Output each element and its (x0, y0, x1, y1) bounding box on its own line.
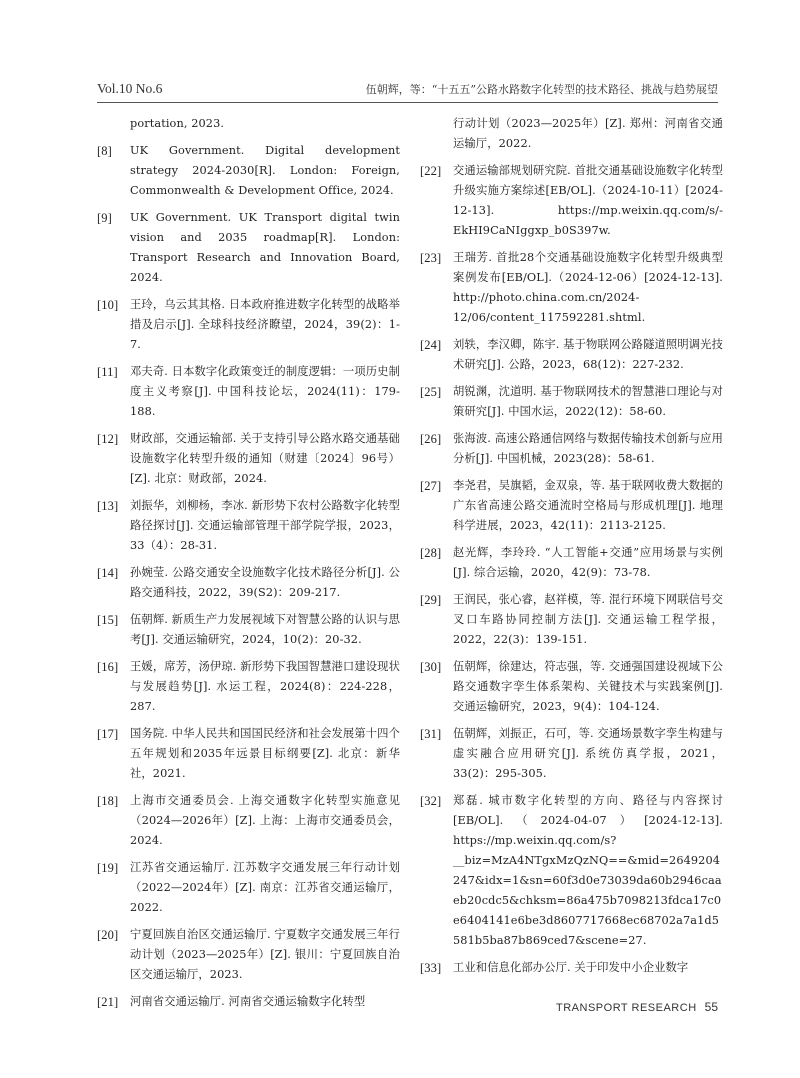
reference-item (420, 335, 723, 375)
reference-text: 河南省交通运输厅. 河南省交通运输数字化转型 (130, 995, 366, 1008)
reference-continuation (97, 114, 400, 134)
journal-name: TRANSPORT RESEARCH (556, 1002, 697, 1014)
reference-item (97, 657, 400, 717)
reference-item (420, 543, 723, 583)
reference-text: 刘轶，李汉卿，陈宇. 基于物联网公路隧道照明调光技术研究[J]. 公路，2023，68(12)：227-232. (453, 338, 723, 371)
reference-text: 李尧君，吴旗韬，金双泉，等. 基于联网收费大数据的广东省高速公路交通流时空格局与形成机理[J]. 地理科学进展，2023，42(11)：2113-2125. (453, 479, 723, 532)
page-footer (556, 1000, 718, 1014)
reference-number: [33] (420, 961, 442, 975)
reference-number: [23] (420, 251, 442, 265)
reference-text: 国务院. 中华人民共和国国民经济和社会发展第十四个五年规划和2035年远景目标纲要[Z]. 北京：新华社，2021. (130, 727, 400, 780)
reference-item (97, 858, 400, 918)
reference-item (97, 992, 400, 1012)
reference-number: [15] (97, 613, 119, 627)
reference-item (97, 791, 400, 851)
reference-number: [20] (97, 928, 119, 942)
reference-number: [12] (97, 432, 119, 446)
reference-number: [28] (420, 546, 442, 560)
reference-number: [32] (420, 794, 442, 808)
reference-text: 财政部，交通运输部. 关于支持引导公路水路交通基础设施数字化转型升级的通知（财建〔2024〕96号）[Z]. 北京：财政部，2024. (130, 432, 400, 485)
reference-text: 孙婉莹. 公路交通安全设施数字化技术路径分析[J]. 公路交通科技，2022，39(S2)：209-217. (130, 566, 400, 599)
reference-text: 邓夫奇. 日本数字化政策变迁的制度逻辑：一项历史制度主义考察[J]. 中国科技论坛，2024(11)：179-188. (130, 365, 400, 418)
reference-number: [11] (97, 365, 118, 379)
reference-item (420, 429, 723, 469)
reference-text: 行动计划（2023—2025年）[Z]. 郑州：河南省交通运输厅，2022. (453, 117, 723, 150)
references-right-column (420, 114, 723, 985)
reference-item (420, 382, 723, 422)
reference-text: 郑磊. 城市数字化转型的方向、路径与内容探讨[EB/OL].（2024-04-07）[2024-12-13]. https://mp.weixin.qq.com/s?__biz=MzA4NTgxMzQzNQ==&mid=2649204247&idx=1&sn=60f3d0e73039da60b2946caaeb20cdc5&chksm=86a475b7098213fdca17c0e6404141e6be3d8607717668ec68702a7a1d5581b5ba87b869ced7&scene=27. (453, 794, 723, 947)
reference-number: [19] (97, 861, 119, 875)
reference-item (420, 476, 723, 536)
reference-number: [29] (420, 593, 442, 607)
reference-text: 伍朝辉，刘振正，石可，等. 交通场景数字孪生构建与虚实融合应用研究[J]. 系统仿真学报，2021，33(2)：295-305. (453, 727, 723, 780)
reference-item (420, 791, 723, 951)
reference-number: [16] (97, 660, 119, 674)
reference-number: [22] (420, 164, 442, 178)
reference-text: 张海波. 高速公路通信网络与数据传输技术创新与应用分析[J]. 中国机械，2023(28)：58-61. (453, 432, 723, 465)
reference-number: [24] (420, 338, 442, 352)
reference-text: 上海市交通委员会. 上海交通数字化转型实施意见（2024—2026年）[Z]. 上海：上海市交通委员会，2024. (130, 794, 400, 847)
reference-number: [9] (97, 211, 112, 225)
reference-item (420, 657, 723, 717)
reference-number: [10] (97, 298, 119, 312)
reference-text: 王瑞芳. 首批28个交通基础设施数字化转型升级典型案例发布[EB/OL].（2024-12-06）[2024-12-13]. http://photo.china.com.cn/2024-12/06/content_117592281.shtml. (453, 251, 723, 324)
reference-item (97, 429, 400, 489)
reference-item (420, 248, 723, 328)
reference-text: 胡锐渊，沈道明. 基于物联网技术的智慧港口理论与对策研究[J]. 中国水运，2022(12)：58-60. (453, 385, 723, 418)
reference-text: 刘振华，刘柳杨，李冰. 新形势下农村公路数字化转型路径探讨[J]. 交通运输部管理干部学院学报，2023，33（4）：28-31. (130, 499, 400, 552)
reference-number: [14] (97, 566, 119, 580)
reference-item (420, 724, 723, 784)
references-left-column (97, 114, 400, 1019)
reference-item (97, 925, 400, 985)
reference-item (97, 563, 400, 603)
reference-text: 伍朝辉，徐建达，符志强，等. 交通强国建设视域下公路交通数字孪生体系架构、关键技术与实践案例[J]. 交通运输研究，2023，9(4)：104-124. (453, 660, 723, 713)
reference-item (420, 958, 723, 978)
reference-item (97, 362, 400, 422)
reference-item (97, 724, 400, 784)
reference-text: UK Government. UK Transport digital twin vision and 2035 roadmap[R]. London: Transport Research and Innovation Board, 2024. (130, 211, 400, 284)
reference-text: 王润民，张心睿，赵祥模，等. 混行环境下网联信号交叉口车路协同控制方法[J]. 交通运输工程学报，2022，22(3)：139-151. (453, 593, 723, 646)
reference-item (97, 208, 400, 288)
page-header (97, 78, 718, 103)
reference-number: [31] (420, 727, 442, 741)
page-number: 55 (704, 1000, 718, 1014)
reference-text: UK Government. Digital development strategy 2024-2030[R]. London: Foreign, Commonwealth & Development Office, 2024. (130, 144, 400, 197)
reference-text: 赵光辉，李玲玲. “人工智能+交通”应用场景与实例[J]. 综合运输，2020，42(9)：73-78. (453, 546, 723, 579)
reference-number: [8] (97, 144, 112, 158)
reference-number: [25] (420, 385, 442, 399)
volume-label: Vol.10 No.6 (97, 81, 163, 96)
reference-text: 伍朝辉. 新质生产力发展视域下对智慧公路的认识与思考[J]. 交通运输研究，2024，10(2)：20-32. (130, 613, 400, 646)
reference-item (97, 295, 400, 355)
reference-number: [21] (97, 995, 119, 1009)
reference-item (97, 496, 400, 556)
reference-continuation (420, 114, 723, 154)
reference-number: [27] (420, 479, 442, 493)
reference-text: 交通运输部规划研究院. 首批交通基础设施数字化转型升级实施方案综述[EB/OL].（2024-10-11）[2024-12-13]. https://mp.weixin.qq.com/s/-EkHI9CaNIggxp_b0S397w. (453, 164, 723, 237)
reference-number: [26] (420, 432, 442, 446)
reference-item (97, 610, 400, 650)
reference-number: [18] (97, 794, 119, 808)
reference-item (420, 161, 723, 241)
reference-text: 王媛，席芳，汤伊琼. 新形势下我国智慧港口建设现状与发展趋势[J]. 水运工程，2024(8)：224-228，287. (130, 660, 400, 713)
running-title: 伍朝辉，等：“十五五”公路水路数字化转型的技术路径、挑战与趋势展望 (365, 83, 718, 96)
reference-text: 宁夏回族自治区交通运输厅. 宁夏数字交通发展三年行动计划（2023—2025年）[Z]. 银川：宁夏回族自治区交通运输厅，2023. (130, 928, 400, 981)
reference-item (97, 141, 400, 201)
reference-text: 工业和信息化部办公厅. 关于印发中小企业数字 (453, 961, 689, 974)
reference-text: 王玲，乌云其其格. 日本政府推进数字化转型的战略举措及启示[J]. 全球科技经济瞭望，2024，39(2)：1-7. (130, 298, 400, 351)
reference-text: 江苏省交通运输厅. 江苏数字交通发展三年行动计划（2022—2024年）[Z]. 南京：江苏省交通运输厅，2022. (130, 861, 400, 914)
reference-number: [30] (420, 660, 442, 674)
reference-number: [17] (97, 727, 119, 741)
reference-item (420, 590, 723, 650)
reference-text: portation, 2023. (130, 117, 225, 130)
reference-number: [13] (97, 499, 119, 513)
